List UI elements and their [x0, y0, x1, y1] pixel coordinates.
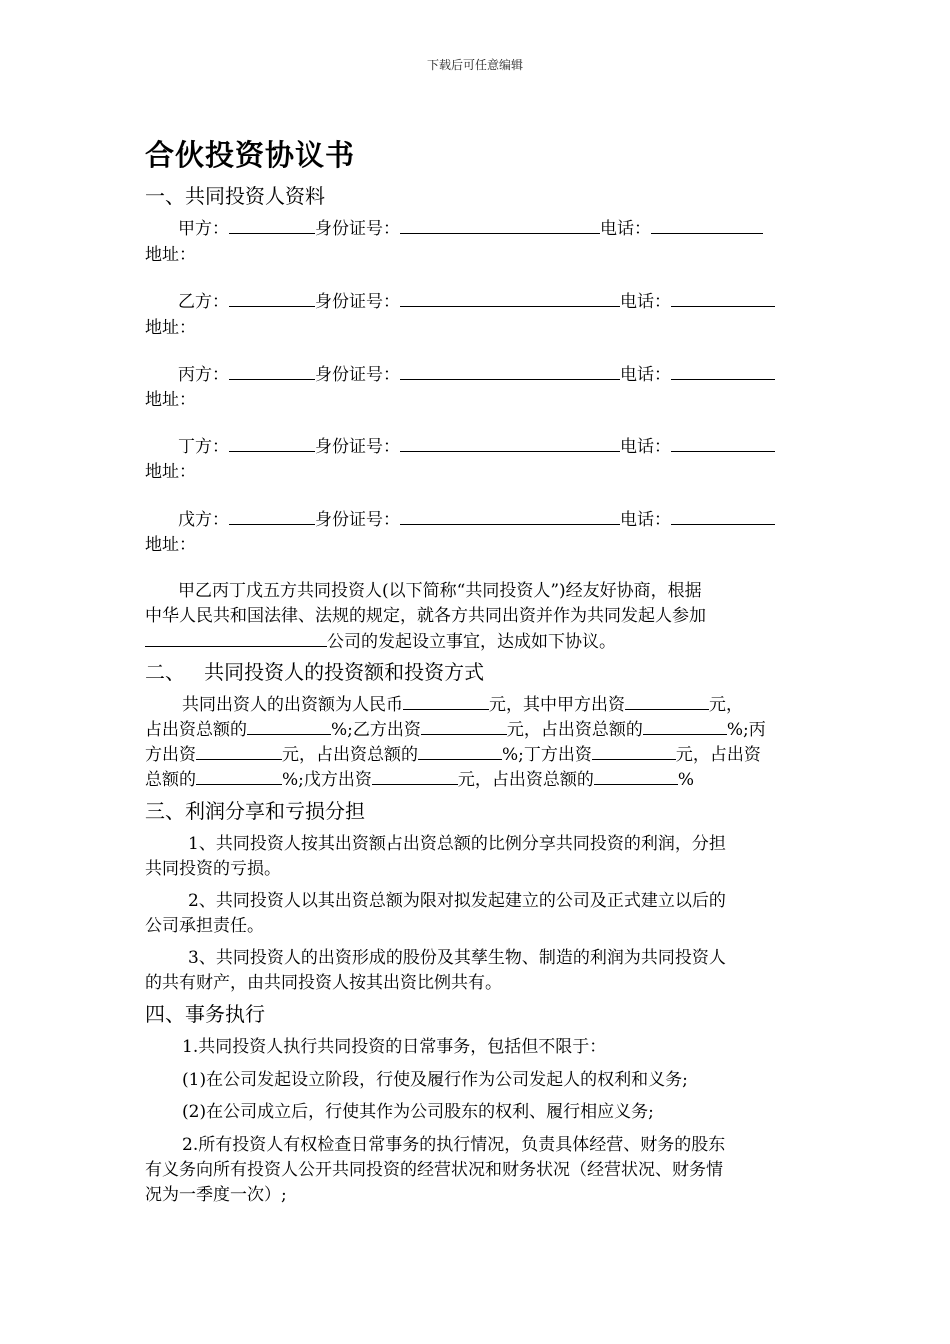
party-b-id-blank: [400, 292, 620, 307]
party-b-ratio-blank: [643, 720, 727, 735]
section-2-line-3: 方出资 元，占出资总额的 %;丁方出资 元，占出资: [145, 745, 761, 765]
party-a-row: [178, 214, 763, 239]
party-b-phone-label: 电话：: [620, 292, 671, 312]
party-a-address-label: 地址：: [145, 245, 196, 265]
party-c-id-label: 身份证号：: [315, 365, 400, 385]
party-c-amount-blank: [196, 745, 282, 760]
party-d-phone-blank: [671, 437, 775, 452]
section-3-p3-line-1: 3、共同投资人的出资形成的股份及其孳生物、制造的利润为共同投资人: [188, 948, 726, 968]
party-e-label: 戊方：: [178, 510, 229, 530]
party-d-label: 丁方：: [178, 437, 229, 457]
party-d-name-blank: [229, 437, 315, 452]
party-a-ratio-blank: [247, 720, 331, 735]
section-4-heading: 四、事务执行: [145, 1002, 265, 1026]
intro-line-3: [145, 627, 616, 652]
party-c-phone-blank: [671, 365, 775, 380]
party-e-ratio-blank: [594, 770, 678, 785]
party-b-label: 乙方：: [178, 292, 229, 312]
party-a-name-blank: [229, 219, 315, 234]
party-a-amount-blank: [625, 695, 709, 710]
section-2-line-2: 占出资总额的 %;乙方出资 元，占出资总额的 %;丙: [145, 720, 766, 740]
party-a-label: 甲方：: [178, 219, 229, 239]
party-b-amount-blank: [421, 720, 507, 735]
party-b-phone-blank: [671, 292, 775, 307]
party-b-id-label: 身份证号：: [315, 292, 400, 312]
party-e-id-label: 身份证号：: [315, 510, 400, 530]
party-a-id-blank: [400, 219, 600, 234]
section-2-line-1: 共同出资人的出资额为人民币 元，其中甲方出资 元，: [182, 695, 743, 715]
section-4-p2-line-1: 2.所有投资人有权检查日常事务的执行情况，负责具体经营、财务的股东: [182, 1135, 726, 1155]
party-d-phone-label: 电话：: [620, 437, 671, 457]
page-header: 下载后可任意编辑: [426, 58, 523, 72]
party-e-phone-blank: [671, 510, 775, 525]
party-e-id-blank: [400, 510, 620, 525]
section-2-heading: 二、 共同投资人的投资额和投资方式: [145, 660, 485, 684]
section-4-p2-line-2: 有义务向所有投资人公开共同投资的经营状况和财务状况（经营状况、财务情: [145, 1160, 723, 1180]
party-c-row: [178, 360, 775, 385]
section-1-heading: 一、共同投资人资料: [145, 184, 325, 208]
party-a-phone-blank: [651, 219, 763, 234]
party-e-amount-blank: [372, 770, 458, 785]
section-2-line-4: 总额的 %;戊方出资 元，占出资总额的 %: [145, 770, 695, 790]
party-c-name-blank: [229, 365, 315, 380]
party-c-label: 丙方：: [178, 365, 229, 385]
section-4-p1-item-1: (1)在公司发起设立阶段，行使及履行作为公司发起人的权利和义务;: [182, 1070, 688, 1090]
party-c-phone-label: 电话：: [620, 365, 671, 385]
section-3-p2-line-1: 2、共同投资人以其出资总额为限对拟发起建立的公司及正式建立以后的: [188, 891, 726, 911]
party-e-row: [178, 505, 775, 530]
document-title: 合伙投资协议书: [145, 138, 356, 172]
section-3-heading: 三、利润分享和亏损分担: [145, 799, 365, 823]
party-d-amount-blank: [592, 745, 676, 760]
party-b-name-blank: [229, 292, 315, 307]
party-a-phone-label: 电话：: [600, 219, 651, 239]
section-3-p1-line-1: 1、共同投资人按其出资额占出资总额的比例分享共同投资的利润，分担: [188, 834, 726, 854]
party-e-phone-label: 电话：: [620, 510, 671, 530]
party-d-address-label: 地址：: [145, 462, 196, 482]
intro-line-2: 中华人民共和国法律、法规的规定，就各方共同出资并作为共同发起人参加: [145, 606, 706, 626]
party-d-row: [178, 432, 775, 457]
party-e-name-blank: [229, 510, 315, 525]
section-3-p3-line-2: 的共有财产，由共同投资人按其出资比例共有。: [145, 973, 502, 993]
party-b-address-label: 地址：: [145, 318, 196, 338]
party-c-address-label: 地址：: [145, 390, 196, 410]
section-4-p2-line-3: 况为一季度一次）;: [145, 1185, 287, 1205]
party-d-ratio-blank: [196, 770, 282, 785]
section-3-p2-line-2: 公司承担责任。: [145, 916, 264, 936]
company-name-blank: [145, 632, 327, 647]
section-3-p1-line-2: 共同投资的亏损。: [145, 859, 281, 879]
section-4-p1: 1.共同投资人执行共同投资的日常事务，包括但不限于：: [182, 1037, 607, 1057]
party-a-id-label: 身份证号：: [315, 219, 400, 239]
total-amount-blank: [403, 695, 489, 710]
intro-line-3-text: 公司的发起设立事宜，达成如下协议。: [327, 632, 616, 652]
party-e-address-label: 地址：: [145, 535, 196, 555]
party-b-row: [178, 287, 775, 312]
party-c-id-blank: [400, 365, 620, 380]
party-c-ratio-blank: [418, 745, 502, 760]
party-d-id-label: 身份证号：: [315, 437, 400, 457]
section-4-p1-item-2: (2)在公司成立后，行使其作为公司股东的权利、履行相应义务;: [182, 1102, 654, 1122]
intro-line-1: 甲乙丙丁戊五方共同投资人(以下简称“共同投资人”)经友好协商，根据: [178, 581, 702, 601]
party-d-id-blank: [400, 437, 620, 452]
